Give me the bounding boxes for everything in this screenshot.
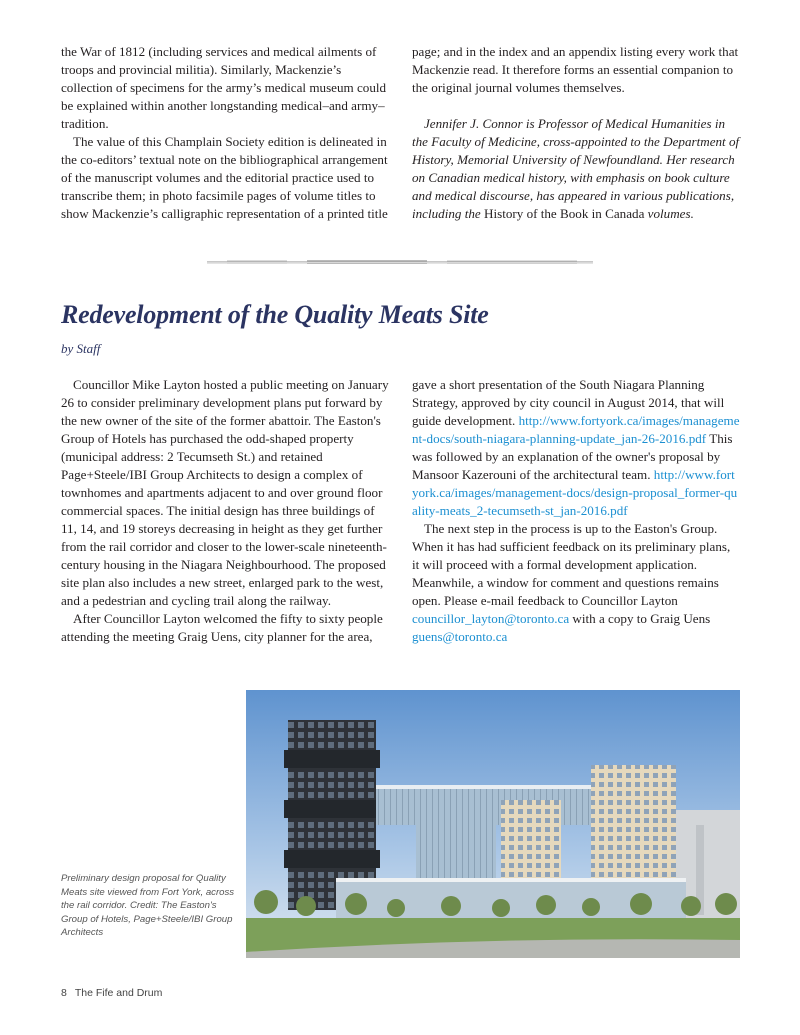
councillor-email-link[interactable]: councillor_layton@toronto.ca bbox=[412, 611, 570, 626]
author-bio-book-title: History of the Book in Canada bbox=[484, 206, 645, 221]
article-paragraph-2: After Councillor Layton welcomed the fifty to sixty people attending the meeting Graig Uens, city planner for the area, bbox=[61, 611, 383, 644]
building-rendering-image bbox=[246, 690, 740, 958]
section-divider bbox=[207, 258, 593, 266]
author-bio-end: volumes. bbox=[647, 206, 694, 221]
page-footer bbox=[61, 987, 170, 999]
article-left-column bbox=[61, 376, 391, 646]
publication-name: The Fife and Drum bbox=[74, 987, 163, 999]
author-bio-text: Jennifer J. Connor is Professor of Medical Humanities in the Faculty of Medicine, cross-appointed to the Department of History, Memorial University of Newfoundland. Her research on Canadian medical history, with emphasis on book culture and medical discourse, has appeared in various publications, including the bbox=[412, 116, 740, 221]
continued-paragraph-1: the War of 1812 (including services and medical ailments of troops and provincial militia). Similarly, Mackenzie’s collection of specimens for the army’s medical museum could be explained within another longstanding medical–and army–tradition. bbox=[61, 44, 387, 131]
article-paragraph-4 bbox=[412, 520, 740, 646]
planning-update-link[interactable]: http://www.fortyork.ca/images/management-docs/south-niagara-planning-update_jan-26-2016.pdf bbox=[412, 413, 740, 446]
page-number: 8 bbox=[61, 987, 67, 999]
article-paragraph-3-text: gave a short presentation of the South Niagara Planning Strategy, approved by city council in August 2014, that will guide development. bbox=[412, 377, 725, 428]
continued-paragraph-3: page; and in the index and an appendix listing every work that Mackenzie read. It therefore forms an essential companion to the original journal volumes themselves. bbox=[412, 44, 739, 95]
article-paragraph-3-cont: This was followed by an explanation of the owner's proposal by Mansoor Kazerouni of the architectural team. bbox=[412, 431, 733, 482]
continued-paragraph-2: The value of this Champlain Society edition is delineated in the co-editors’ textual note on the bibliographical arrangement of the manuscript volumes and the editorial practice used to transcribe them; in photo facsimile pages of volume titles to show Mackenzie’s calligraphic representation of a printed title bbox=[61, 134, 388, 221]
article-paragraph-3 bbox=[412, 376, 740, 520]
article-title: Redevelopment of the Quality Meats Site bbox=[61, 300, 489, 329]
figure-caption: Preliminary design proposal for Quality Meats site viewed from Fort York, across the rail corridor. Credit: The Easton's Group of Hotels, Page+Steele/IBI Group Architects bbox=[61, 873, 235, 938]
author-bio bbox=[412, 115, 740, 223]
article-paragraph-4-text: The next step in the process is up to the Easton's Group. When it has had sufficient feedback on its preliminary plans, it will proceed with a formal development application. Meanwhile, a window for comment and questions remains open. Please e-mail feedback to Councillor Layton bbox=[412, 521, 731, 608]
article-paragraph-1: Councillor Mike Layton hosted a public meeting on January 26 to consider preliminary development plans put forward by the new owner of the site of the former abattoir. The Easton's Group of Hotels has purchased the odd-shaped property (municipal address: 2 Tecumseth St.) and retained Page+Steele/IBI Group Architects to design a complex of townhomes and apartments adjacent to and over ground floor commercial spaces. The initial design has three buildings of 11, 14, and 19 storeys decreasing in height as they get further from the rail corridor and closer to the lower-scale nineteenth-century housing in the Niagara Neighbourhood. The proposed site plan also includes a new street, enlarged park to the west, and a pedestrian and cycling trail along the railway. bbox=[61, 377, 389, 608]
continued-article-left-column bbox=[61, 43, 391, 223]
article-paragraph-4-cont: with a copy to Graig Uens bbox=[569, 611, 711, 626]
article-right-column bbox=[412, 376, 740, 646]
planner-email-link[interactable]: guens@toronto.ca bbox=[412, 629, 508, 644]
article-byline: by Staff bbox=[61, 341, 101, 356]
design-proposal-link[interactable]: http://www.fortyork.ca/images/management-docs/design-proposal_former-quality-meats_2-tecumseth-st_jan-2016.pdf bbox=[412, 467, 738, 518]
continued-article-right-column bbox=[412, 43, 740, 223]
